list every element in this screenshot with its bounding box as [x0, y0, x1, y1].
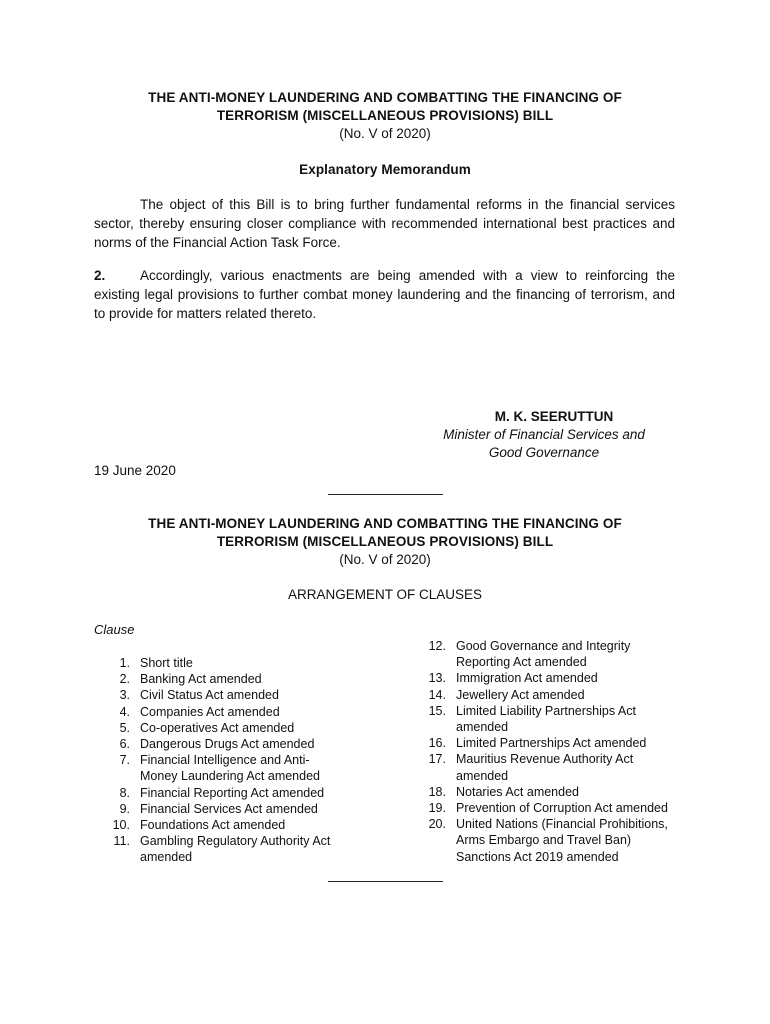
clause-number: 1. [119, 656, 130, 670]
clause-item [94, 655, 394, 671]
clause-item [410, 751, 720, 783]
clause-title [140, 655, 394, 671]
clause-title [456, 687, 720, 703]
clause-title-line: Civil Status Act amended [140, 688, 279, 703]
clause-item [94, 785, 394, 801]
clause-item [410, 784, 720, 800]
clause-title-line: Financial Intelligence and Anti- [140, 753, 310, 768]
clause-number: 20. [428, 817, 446, 832]
clause-title-line: Co-operatives Act amended [140, 720, 295, 735]
memo-date: 19 June 2020 [94, 463, 176, 478]
clause-item [410, 687, 720, 703]
clause-number: 18. [428, 784, 446, 799]
clause-title-line: Limited Liability Partnerships Act [456, 703, 636, 718]
clause-title [140, 736, 394, 752]
clause-title [140, 801, 394, 817]
clause-item [94, 833, 394, 865]
clause-title [140, 671, 394, 687]
clause-title [140, 720, 394, 736]
clause-title [456, 735, 720, 751]
clause-item [94, 801, 394, 817]
clause-title-line: Financial Reporting Act amended [140, 785, 325, 800]
clause-number: 13. [428, 671, 446, 686]
clause-title-line: Foundations Act amended [140, 818, 286, 833]
clause-list-left [94, 655, 394, 866]
clause-title-line: Immigration Act amended [456, 671, 598, 686]
memo-title [60, 89, 710, 125]
clause-item [410, 816, 720, 865]
clause-item [94, 687, 394, 703]
clause-number: 9. [119, 801, 130, 816]
clause-number: 12. [428, 639, 446, 653]
clause-number: 10. [112, 818, 130, 833]
clause-title-line: Limited Partnerships Act amended [456, 736, 647, 751]
clause-title-line: Arms Embargo and Travel Ban) [456, 833, 632, 848]
clause-title-line: Dangerous Drugs Act amended [140, 737, 315, 752]
clause-item [410, 703, 720, 735]
clause-title-line: Sanctions Act 2019 amended [456, 849, 619, 864]
clause-title [456, 638, 720, 670]
clause-title-line: Mauritius Revenue Authority Act [456, 752, 634, 767]
clause-number: 7. [119, 753, 130, 768]
arrangement-title-line-2: TERRORISM (MISCELLANEOUS PROVISIONS) BILL [216, 534, 554, 549]
clause-number: 8. [119, 785, 130, 800]
memo-paragraph-2-text: Accordingly, various enactments are being amended with a view to reinforcing the existing legal provisions to further combat money laundering and the financing of terrorism, and to provide for matters related thereto. [94, 268, 675, 321]
clause-column-label: Clause [94, 622, 135, 637]
arrangement-bill-number: (No. V of 2020) [339, 552, 431, 567]
clause-number: 19. [428, 801, 446, 816]
arrangement-title [60, 515, 710, 551]
memo-paragraph-2 [94, 266, 675, 323]
clause-item [94, 704, 394, 720]
clause-title [140, 833, 394, 865]
clause-number: 14. [428, 687, 446, 702]
clause-number: 4. [119, 704, 130, 719]
clause-title-line: amended [456, 720, 509, 735]
clause-title [140, 704, 394, 720]
clause-title-line: Money Laundering Act amended [140, 769, 320, 784]
clause-number: 3. [119, 688, 130, 703]
clause-title-line: amended [140, 850, 193, 865]
memo-title-line-1: THE ANTI-MONEY LAUNDERING AND COMBATTING THE FINANCING OF [148, 90, 622, 105]
memo-paragraph-1-text: The object of this Bill is to bring further fundamental reforms in the financial services sector, thereby ensuring closer compliance with recommended international best practices and norms of the Financial Action Task Force. [94, 197, 675, 250]
memo-paragraph-2-number: 2. [94, 268, 106, 283]
clause-title [456, 800, 720, 816]
clause-title [456, 816, 720, 865]
clause-number: 6. [119, 737, 130, 752]
clause-item [94, 817, 394, 833]
clause-item [410, 735, 720, 751]
clause-number: 11. [113, 834, 130, 849]
clause-item [94, 736, 394, 752]
clause-title-line: amended [456, 768, 509, 783]
clause-number: 2. [119, 672, 130, 687]
clause-title-line: Banking Act amended [140, 672, 262, 687]
clause-title-line: Reporting Act amended [456, 655, 587, 670]
arrangement-heading: ARRANGEMENT OF CLAUSES [287, 587, 483, 602]
clause-title-line: Financial Services Act amended [140, 801, 318, 816]
clause-item [94, 752, 394, 784]
clause-number: 16. [428, 736, 446, 751]
signatory-title-line-2: Good Governance [488, 445, 600, 460]
memo-title-line-2: TERRORISM (MISCELLANEOUS PROVISIONS) BILL [216, 108, 554, 123]
clause-title-line: United Nations (Financial Prohibitions, [456, 817, 668, 832]
clause-title-line: Prevention of Corruption Act amended [456, 801, 668, 816]
clause-title [140, 752, 394, 784]
clause-title-line: Notaries Act amended [456, 784, 579, 799]
clause-number: 5. [119, 720, 130, 735]
clause-title [456, 784, 720, 800]
clause-title-line: Good Governance and Integrity [456, 639, 631, 653]
clause-number: 17. [428, 752, 446, 767]
memo-bill-number: (No. V of 2020) [339, 126, 431, 141]
clause-title-line: Jewellery Act amended [456, 687, 585, 702]
clause-title [456, 703, 720, 735]
memo-paragraph-1 [94, 195, 675, 252]
signatory-title-line-1: Minister of Financial Services and [443, 427, 645, 442]
clause-item [94, 671, 394, 687]
signatory-name: M. K. SEERUTTUN [494, 409, 614, 424]
clause-item [410, 670, 720, 686]
clause-title [140, 785, 394, 801]
signatory-title [400, 426, 688, 462]
clause-item [410, 638, 720, 670]
clause-item [94, 720, 394, 736]
end-divider [328, 881, 443, 882]
clause-item [410, 800, 720, 816]
section-divider [328, 494, 443, 495]
clause-list-right [410, 638, 720, 865]
clause-title [456, 670, 720, 686]
clause-title-line: Companies Act amended [140, 704, 280, 719]
clause-title [456, 751, 720, 783]
arrangement-title-line-1: THE ANTI-MONEY LAUNDERING AND COMBATTING THE FINANCING OF [148, 516, 622, 531]
memo-heading: Explanatory Memorandum [299, 162, 471, 177]
clause-title-line: Short title [140, 656, 193, 670]
clause-title-line: Gambling Regulatory Authority Act [140, 834, 331, 849]
clause-number: 15. [428, 703, 446, 718]
clause-title [140, 687, 394, 703]
clause-title [140, 817, 394, 833]
